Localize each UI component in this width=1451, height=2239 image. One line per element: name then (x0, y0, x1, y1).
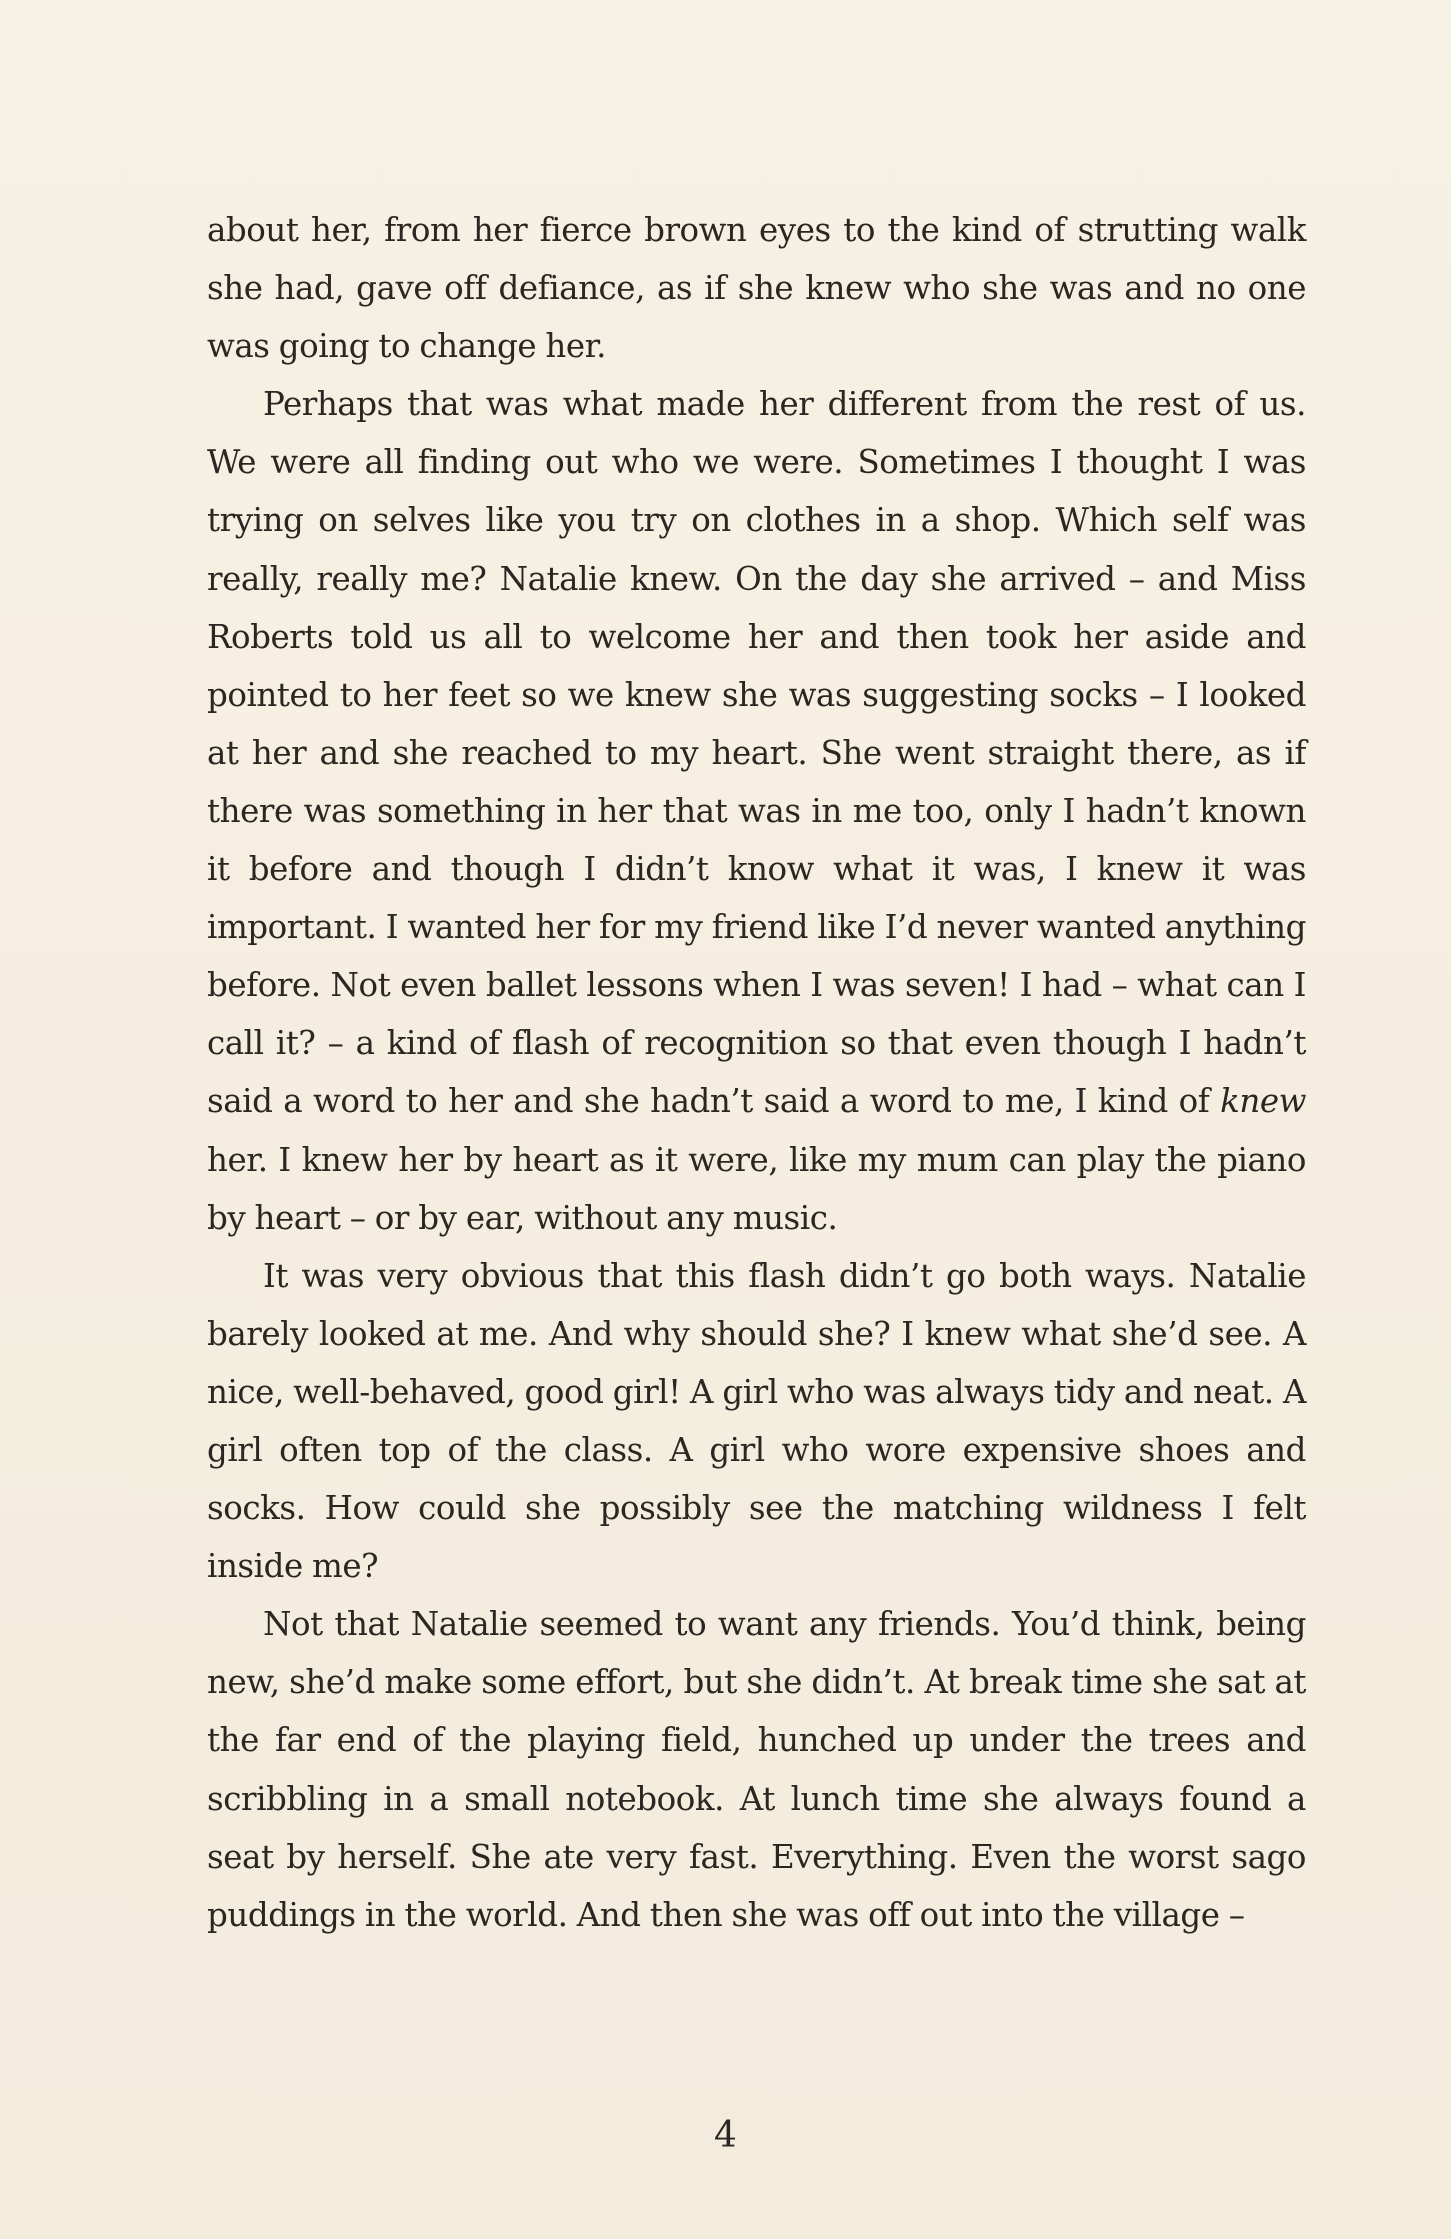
page-number: 4 (714, 2115, 737, 2156)
paragraph-1: about her, from her fierce brown eyes to the kind of strutting walk she had, gave off defiance, as if she knew who she was and no one was going to change her. (207, 211, 1306, 366)
paragraph-2-end: her. I knew her by heart as it were, like my mum can play the piano by heart – or by ear, without any music. (207, 1140, 1306, 1237)
paragraph-2 (207, 375, 1306, 1246)
paragraph-3: It was very obvious that this flash didn’t go both ways. Natalie barely looked at me. And why should she? I knew what she’d see. A nice, well-behaved, good girl! A girl who was always tidy and neat. A girl often top of the class. A girl who wore expensive shoes and socks. How could she possibly see the matching wildness I felt inside me? (207, 1256, 1306, 1586)
paragraph-2-start: Perhaps that was what made her different from the rest of us. We were all finding out who we were. Sometimes I thought I was trying on selves like you try on clothes in a shop. Which self was really, really me? Natalie knew. On the day she arrived – and Miss Roberts told us all to welcome her and then took her aside and pointed to her feet so we knew she was suggesting socks – I looked at her and she reached to my heart. She went straight there, as if there was something in her that was in me too, only I hadn’t known it before and though I didn’t know what it was, I knew it was important. I wanted her for my friend like I’d never wanted anything before. Not even ballet lessons when I was seven! I had – what can I call it? – a kind of flash of recognition so that even though I hadn’t said a word to her and she hadn’t said a word to me, I kind of (207, 385, 1306, 1121)
body-text (207, 201, 1306, 1944)
paragraph-4: Not that Natalie seemed to want any friends. You’d think, being new, she’d make some effort, but she didn’t. At break time she sat at the far end of the playing field, hunched up under the trees and scribbling in a small notebook. At lunch time she always found a seat by herself. She ate very fast. Everything. Even the worst sago puddings in the world. And then she was off out into the village – (207, 1605, 1306, 1934)
emphasized-word: knew (1220, 1082, 1307, 1121)
